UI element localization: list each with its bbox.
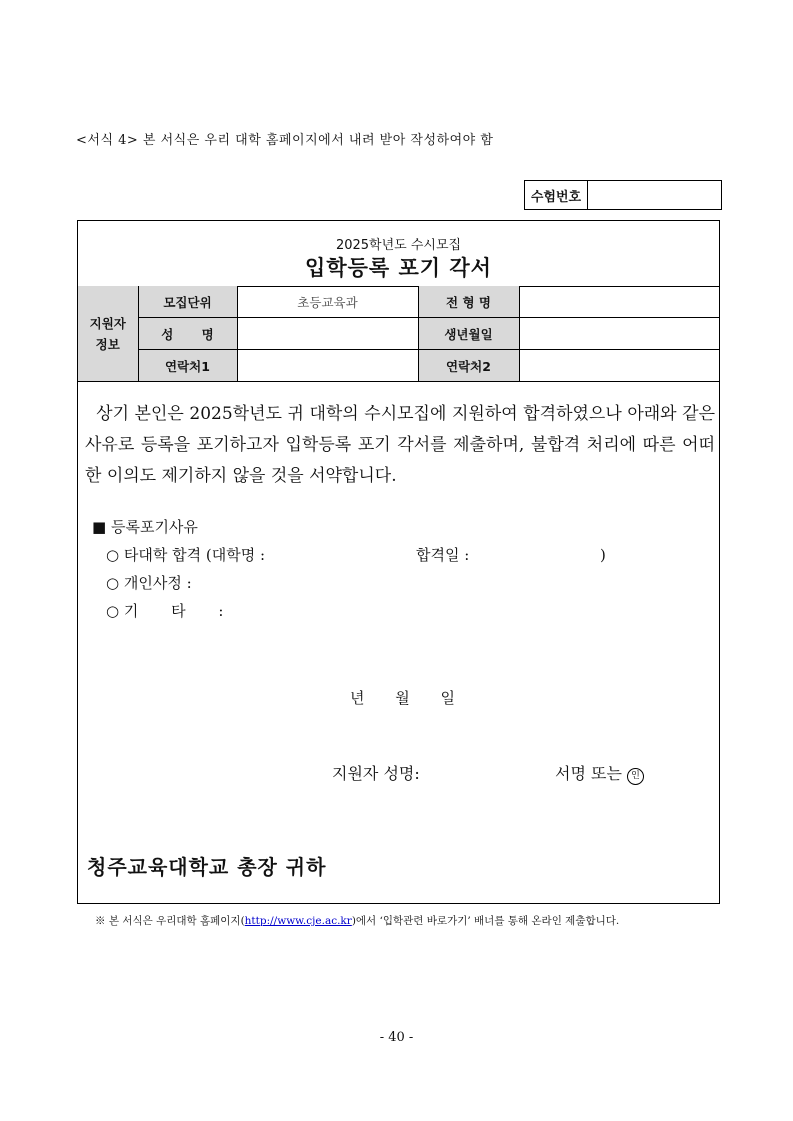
reason-option-personal[interactable] xyxy=(92,569,265,597)
screening-value[interactable] xyxy=(519,286,719,318)
exam-number-label: 수험번호 xyxy=(525,181,588,209)
recruit-unit-value[interactable]: 초등교육과 xyxy=(237,286,418,318)
pledge-statement xyxy=(85,399,715,492)
date-line: 년 월 일 xyxy=(350,689,456,707)
radio-circle-icon[interactable]: ○ xyxy=(106,602,120,620)
contact1-label: 연락처1 xyxy=(138,350,237,382)
square-bullet-icon: ■ xyxy=(92,518,107,536)
name-value[interactable] xyxy=(237,318,418,350)
birth-label: 생년월일 xyxy=(418,318,519,350)
applicant-info-table xyxy=(78,286,719,382)
page-number: - 40 - xyxy=(379,1030,414,1045)
footnote-prefix: ※ 본 서식은 우리대학 홈페이지( xyxy=(95,915,245,927)
reasons-heading-row xyxy=(92,513,265,541)
reason-option-etc[interactable] xyxy=(92,597,265,625)
radio-circle-icon[interactable]: ○ xyxy=(106,546,120,564)
form-subtitle: 2025학년도 수시모집 xyxy=(335,238,462,253)
pledge-statement-text: 상기 본인은 2025학년도 귀 대학의 수시모집에 지원하여 합격하였으나 아래와 같은 사유로 등록을 포기하고자 입학등록 포기 각서를 제출하며, 불합격 처리에 따른 어떠한 이의도 제기하지 않을 것을 서약합니다. xyxy=(85,404,715,486)
recruit-unit-label: 모집단위 xyxy=(138,286,237,318)
form-header-note: <서식 4> 본 서식은 우리 대학 홈페이지에서 내려 받아 작성하여야 함 xyxy=(76,133,494,148)
reason-option-other-university[interactable] xyxy=(92,541,606,569)
homepage-link[interactable]: http://www.cje.ac.kr xyxy=(244,915,352,927)
contact1-value[interactable] xyxy=(237,350,418,382)
withdrawal-reasons xyxy=(92,513,606,625)
applicant-info-section-label: 지원자 정보 xyxy=(78,286,138,382)
signature-or-seal xyxy=(555,761,644,785)
reason-option2-label: 개인사정 : xyxy=(123,574,192,592)
sign-or-label: 서명 또는 xyxy=(555,764,622,783)
seal-icon: 인 xyxy=(627,768,644,785)
radio-circle-icon[interactable]: ○ xyxy=(106,574,120,592)
addressee: 청주교육대학교 총장 귀하 xyxy=(87,855,327,879)
contact2-value[interactable] xyxy=(519,350,719,382)
contact2-label: 연락처2 xyxy=(418,350,519,382)
reasons-heading: 등록포기사유 xyxy=(110,518,198,536)
pass-date-label: 합격일 : xyxy=(416,546,470,564)
screening-label: 전 형 명 xyxy=(418,286,519,318)
form-title-area xyxy=(78,221,719,287)
birth-value[interactable] xyxy=(519,318,719,350)
option1-close-paren: ) xyxy=(600,546,606,564)
withdrawal-form xyxy=(77,220,720,904)
reason-option1-label: 타대학 합격 (대학명 : xyxy=(123,546,266,564)
exam-number-box xyxy=(524,180,722,210)
exam-number-value[interactable] xyxy=(588,181,721,209)
name-label: 성 명 xyxy=(138,318,237,350)
footnote-suffix: )에서 ‘입학관련 바로가기’ 배너를 통해 온라인 제출합니다. xyxy=(351,915,620,927)
reason-option3-label: 기 타 : xyxy=(123,602,224,620)
applicant-name-sign-label: 지원자 성명: xyxy=(332,764,420,783)
footnote xyxy=(95,913,619,928)
form-title: 입학등록 포기 각서 xyxy=(305,256,492,280)
